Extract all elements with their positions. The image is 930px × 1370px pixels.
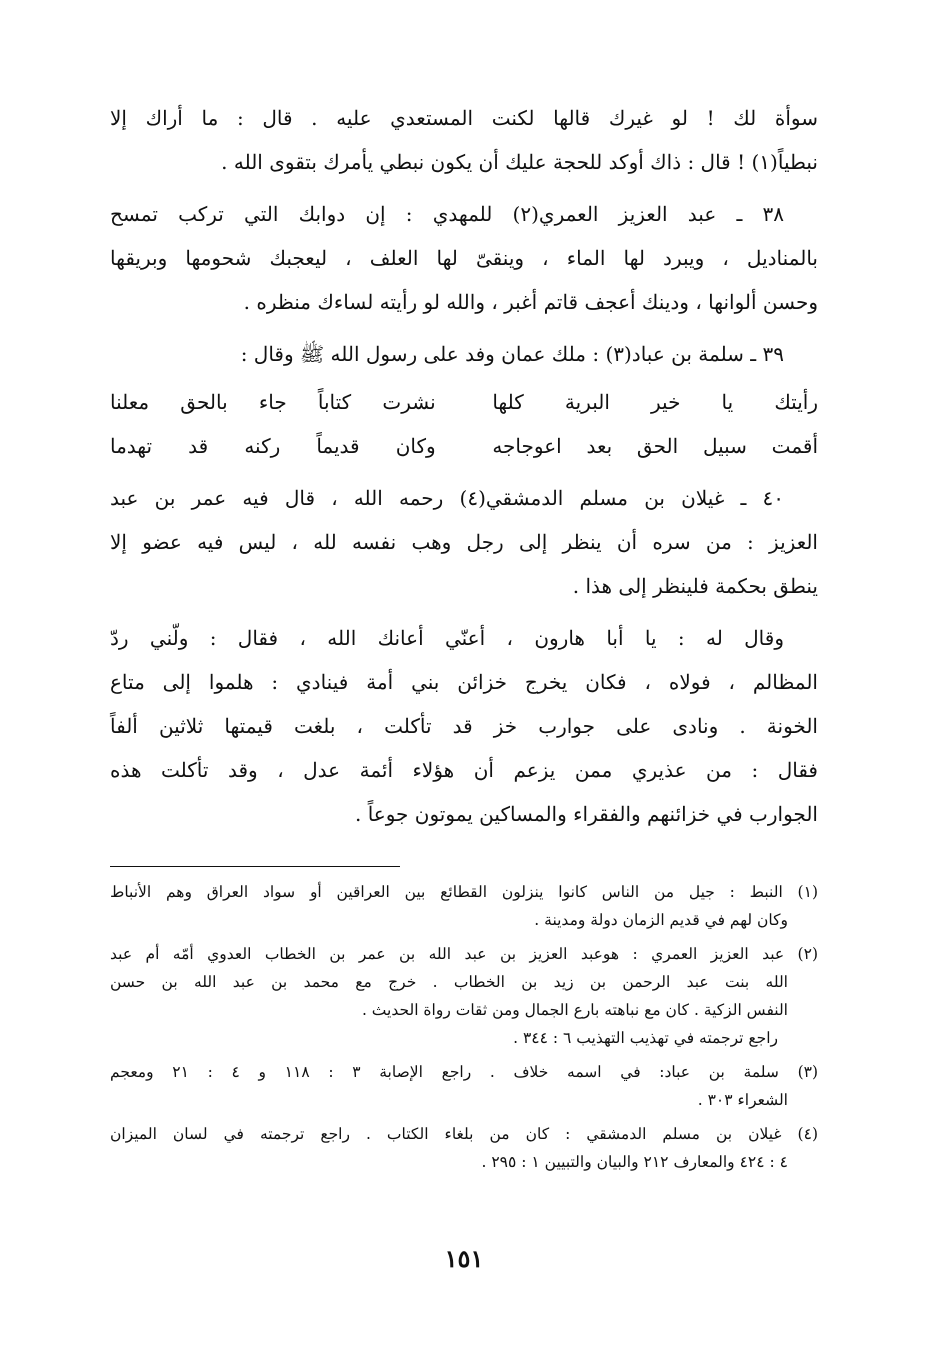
paragraph-continuation [110,96,818,184]
paragraph-story [110,616,818,836]
page-number: ١٥١ [444,1244,484,1273]
poem-second-hemistich: نشرت كتاباً جاء بالحق معلنا [110,390,436,414]
footnote-line: النفس الزكية . كان مع نباهته بارع الجمال ومن ثقات رواة الحديث . [361,1001,788,1019]
poem [110,380,818,468]
footnote-1 [110,878,818,934]
text-line: سوأة لك ! لو غيرك قالها لكنت المستعدي عليه . قال : ما أراك إلا [110,106,818,130]
footnote-line: (٤) غيلان بن مسلم الدمشقي : كان من بلغاء الكتاب . راجع ترجمته في لسان الميزان [110,1125,818,1143]
footnote-3 [110,1058,818,1114]
poem-first-hemistich: رأيتك يا خير البرية كلها [492,390,818,414]
text-line: المظالم ، فولاه ، فكان يخرج خزائن بني أمة فينادي : هلموا إلى متاع [110,670,818,694]
footnote-line: (٣) سلمة بن عباد: في اسمه خلاف . راجع الإصابة ٣ : ١١٨ و ٤ : ٢١ ومعجم [110,1063,819,1081]
text-line: العزيز : من سره أن ينظر إلى رجل وهب نفسه لله ، ليس فيه عضو إلا [110,530,818,554]
footnote-reference: راجع ترجمته في تهذيب التهذيب ٦ : ٣٤٤ . [513,1029,778,1047]
footnotes [110,878,818,1182]
text-line: الجوارب في خزائنهم والفقراء والمساكين يموتون جوعاً . [354,802,818,826]
paragraph-39 [110,332,818,376]
text-line: وقال له : يا أبا هارون ، أعنّي أعانك الله ، فقال : ولّني ردّ [110,626,784,650]
text-line: ينطق بحكمة فلينظر إلى هذا . [572,574,818,598]
text-line: الخونة . ونادى على جوارب خز قد تأكلت ، بلغت قيمتها ثلاثين ألفاً [110,714,818,738]
text-line: ٣٨ ـ عبد العزيز العمري(٢) للمهدي : إن دوابك التي تركب تمسح [110,202,784,226]
poem-verse [110,380,818,424]
text-line: وحسن ألوانها ، ودينك أعجف قاتم أغبر ، والله لو رأيته لساءك منظره . [243,290,818,314]
poem-second-hemistich: وكان قديماً ركنه قد تهدما [110,434,436,458]
text-line: ٣٩ ـ سلمة بن عباد(٣) : ملك عمان وفد على رسول الله ﷺ وقال : [240,342,784,366]
footnote-line: وكان لهم في قديم الزمان دولة ومدينة . [534,911,788,929]
text-line: فقال : من عذيري ممن يزعم أن هؤلاء أئمة عدل ، وقد تأكلت هذه [110,758,818,782]
footnote-line: الله بنت عبد الرحمن بن زيد بن الخطاب . خرج مع محمد بن عبد الله بن حسن [110,973,788,991]
footnote-line: (١) النبط : جيل من الناس كانوا ينزلون القطائع بين العراقين أو سواد العراق وهم الأنباط [110,883,818,901]
footnote-4 [110,1120,818,1176]
poem-first-hemistich: أقمت سبيل الحق بعد اعوجاجه [492,434,818,458]
footnote-2 [110,940,818,1052]
text-line: ٤٠ ـ غيلان بن مسلم الدمشقي(٤) رحمه الله ، قال فيه عمر بن عبد [110,486,784,510]
text-line: نبطياً(١) ! قال : ذاك أوكد للحجة عليك أن يكون نبطي يأمرك بتقوى الله . [221,150,818,174]
footnote-line: ٤ : ٤٢٤ والمعارف ٢١٢ والبيان والتبيين ١ : ٢٩٥ . [481,1153,788,1171]
book-page [110,96,818,1370]
footnote-line: (٢) عبد العزيز العمري : هوعبد العزيز بن عبد الله بن عمر بن الخطاب العدوي أمّه أم عبد [110,945,818,963]
footnote-divider [110,866,400,867]
poem-verse [110,424,818,468]
paragraph-40 [110,476,818,608]
paragraph-38 [110,192,818,324]
footnote-line: الشعراء ٣٠٣ . [697,1091,788,1109]
text-line: بالمناديل ، ويبرد لها الماء ، وينقىّ لها العلف ، ليعجبك شحومها وبريقها [110,246,818,270]
